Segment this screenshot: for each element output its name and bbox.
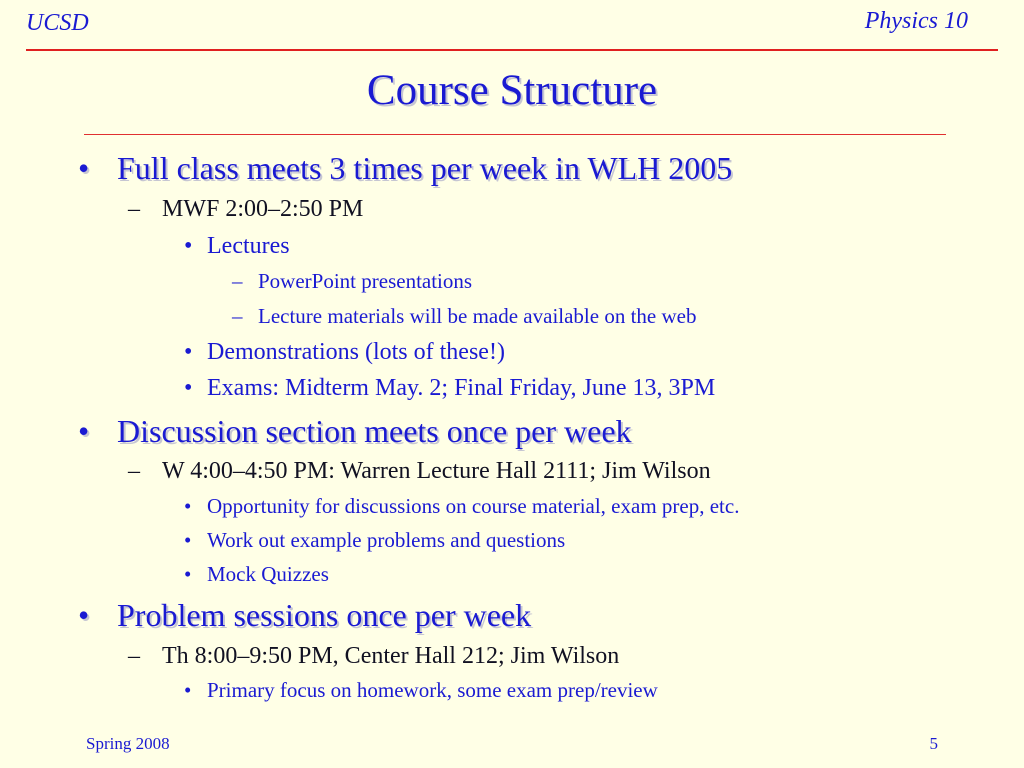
list-item: Opportunity for discussions on course material, exam prep, etc.	[207, 494, 740, 518]
sub-bullet-text: MWF 2:00–2:50 PM	[162, 196, 364, 222]
list-item: PowerPoint presentations	[258, 269, 473, 293]
list-item-marker: –	[232, 304, 243, 328]
list-item-marker: •	[184, 339, 193, 365]
list-item-marker: •	[184, 233, 193, 259]
list-item: Mock Quizzes	[207, 562, 329, 586]
list-item-marker: –	[232, 269, 243, 293]
list-item-marker: •	[184, 375, 193, 401]
sub-bullet-text: Th 8:00–9:50 PM, Center Hall 212; Jim Wilson	[162, 643, 620, 669]
bullet-text: Problem sessions once per week	[117, 597, 532, 633]
list-item: Lecture materials will be made available on the web	[258, 304, 697, 328]
list-item-marker: •	[184, 528, 192, 552]
list-item-marker: •	[184, 562, 192, 586]
bullet-marker: •	[78, 150, 90, 186]
list-item-marker: •	[184, 678, 192, 702]
bullet-text: Full class meets 3 times per week in WLH 2005	[117, 150, 733, 186]
header-divider	[26, 49, 998, 51]
list-item: Work out example problems and questions	[207, 528, 566, 552]
list-item-marker: •	[184, 494, 192, 518]
list-item: Demonstrations (lots of these!)	[207, 339, 505, 365]
footer-term: Spring 2008	[86, 734, 170, 753]
sub-bullet-marker: –	[128, 458, 140, 484]
list-item: Primary focus on homework, some exam prep/review	[207, 678, 658, 702]
slide-title: Course Structure	[366, 67, 658, 114]
header-course-name: Physics 10	[864, 8, 968, 34]
sub-bullet-marker: –	[128, 196, 140, 222]
sub-bullet-text: W 4:00–4:50 PM: Warren Lecture Hall 2111; Jim Wilson	[162, 458, 711, 484]
slide-number: 5	[929, 734, 938, 753]
list-item: Exams: Midterm May. 2; Final Friday, June 13, 3PM	[207, 375, 716, 401]
bullet-marker: •	[78, 413, 90, 449]
title-divider	[84, 134, 946, 135]
bullet-marker: •	[78, 597, 90, 633]
bullet-text: Discussion section meets once per week	[117, 413, 632, 449]
header-course-institution: UCSD	[26, 10, 89, 36]
sub-bullet-marker: –	[128, 643, 140, 669]
list-item: Lectures	[207, 233, 290, 259]
